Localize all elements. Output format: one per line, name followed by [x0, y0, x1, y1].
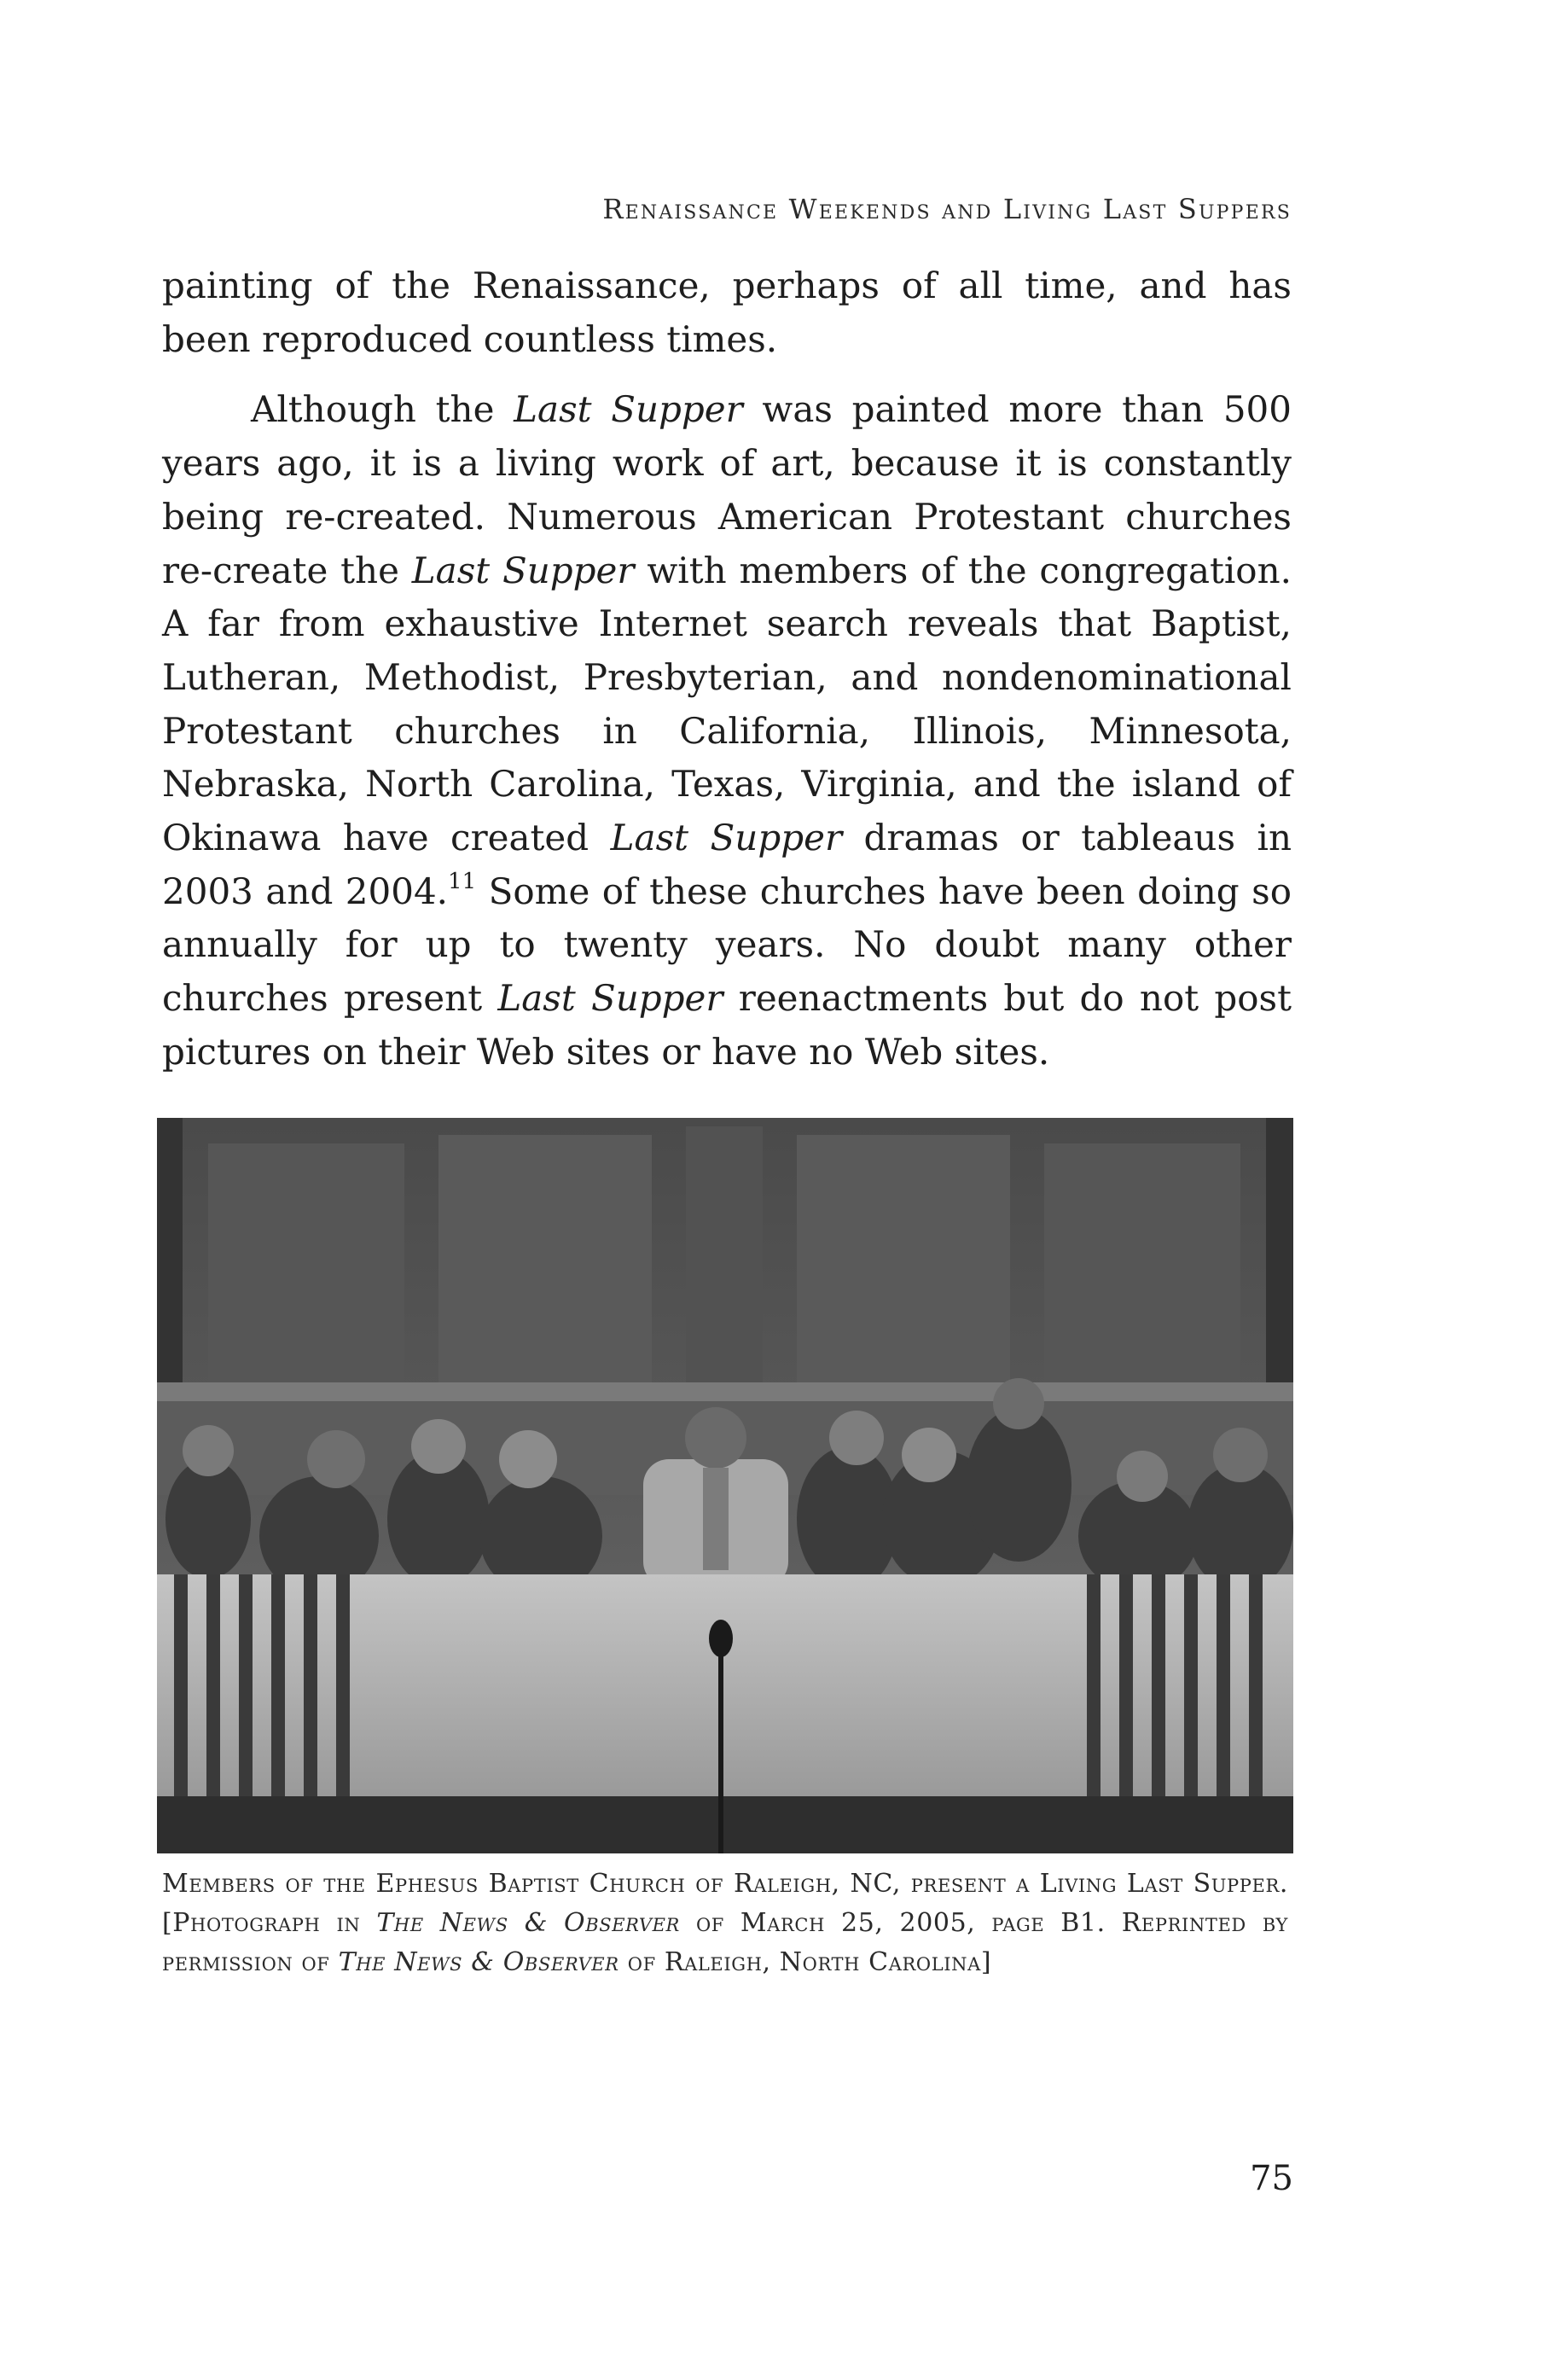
microphone-stand — [718, 1647, 723, 1853]
footnote-marker: 11 — [448, 868, 477, 894]
page-number: 75 — [1250, 2159, 1293, 2198]
wall-panel — [797, 1135, 1010, 1399]
caption-publication: The News & Observer — [376, 1908, 680, 1938]
wall-panel — [1044, 1143, 1240, 1399]
wall-panel — [438, 1135, 652, 1399]
wall-panel — [686, 1126, 763, 1399]
floor — [157, 1796, 1293, 1853]
figure-caption — [162, 1865, 1288, 1982]
text-run: Some of these churches have been doing so annually for up to twenty years. No doubt many other churches present — [162, 870, 1292, 1020]
caption-publication: The News & Observer — [338, 1947, 619, 1977]
italic-title: Last Supper — [514, 388, 743, 431]
paragraph-last-supper — [162, 383, 1292, 1079]
text-run: dramas or tableaus in 2003 and 2004. — [162, 817, 1292, 912]
microphone-icon — [709, 1620, 733, 1657]
text-run: was painted more than 500 years ago, it is a living work of art, because it is constantly being re-created. Numerous American Protestant churches re-create the — [162, 388, 1292, 591]
italic-title: Last Supper — [610, 817, 843, 859]
wall-rail — [157, 1382, 1293, 1401]
caption-text: of Raleigh, North Carolina] — [618, 1947, 992, 1977]
italic-title: Last Supper — [497, 977, 723, 1020]
paragraph-continuation: painting of the Renaissance, perhaps of all time, and has been reproduced countless times. — [162, 265, 1292, 360]
italic-title: Last Supper — [411, 549, 635, 591]
running-head: Renaissance Weekends and Living Last Suppers — [602, 193, 1292, 225]
text-run: Although the — [251, 388, 514, 431]
photo-illustration — [157, 1118, 1293, 1853]
living-last-supper-photo — [157, 1118, 1293, 1853]
caption-text: of March 25, 2005, page B1. Reprinted by permission of — [162, 1908, 1288, 1977]
text-run: with members of the congregation. A far from exhaustive Internet search reveals that Baptist, Lutheran, Methodist, Presbyterian, and nondenominational Protestant churches in California, Illinois, Minnesota, Nebraska, North Carolina, Texas, Virginia, and the island of Okinawa have created — [162, 549, 1292, 859]
wall-panel — [208, 1143, 404, 1399]
body-text — [162, 259, 1292, 1079]
caption-text: Members of the Ephesus Baptist Church of Raleigh, NC, present a Living Last Supper. [Photograph in — [162, 1869, 1288, 1938]
text-run: reenactments but do not post pictures on their Web sites or have no Web sites. — [162, 977, 1292, 1073]
